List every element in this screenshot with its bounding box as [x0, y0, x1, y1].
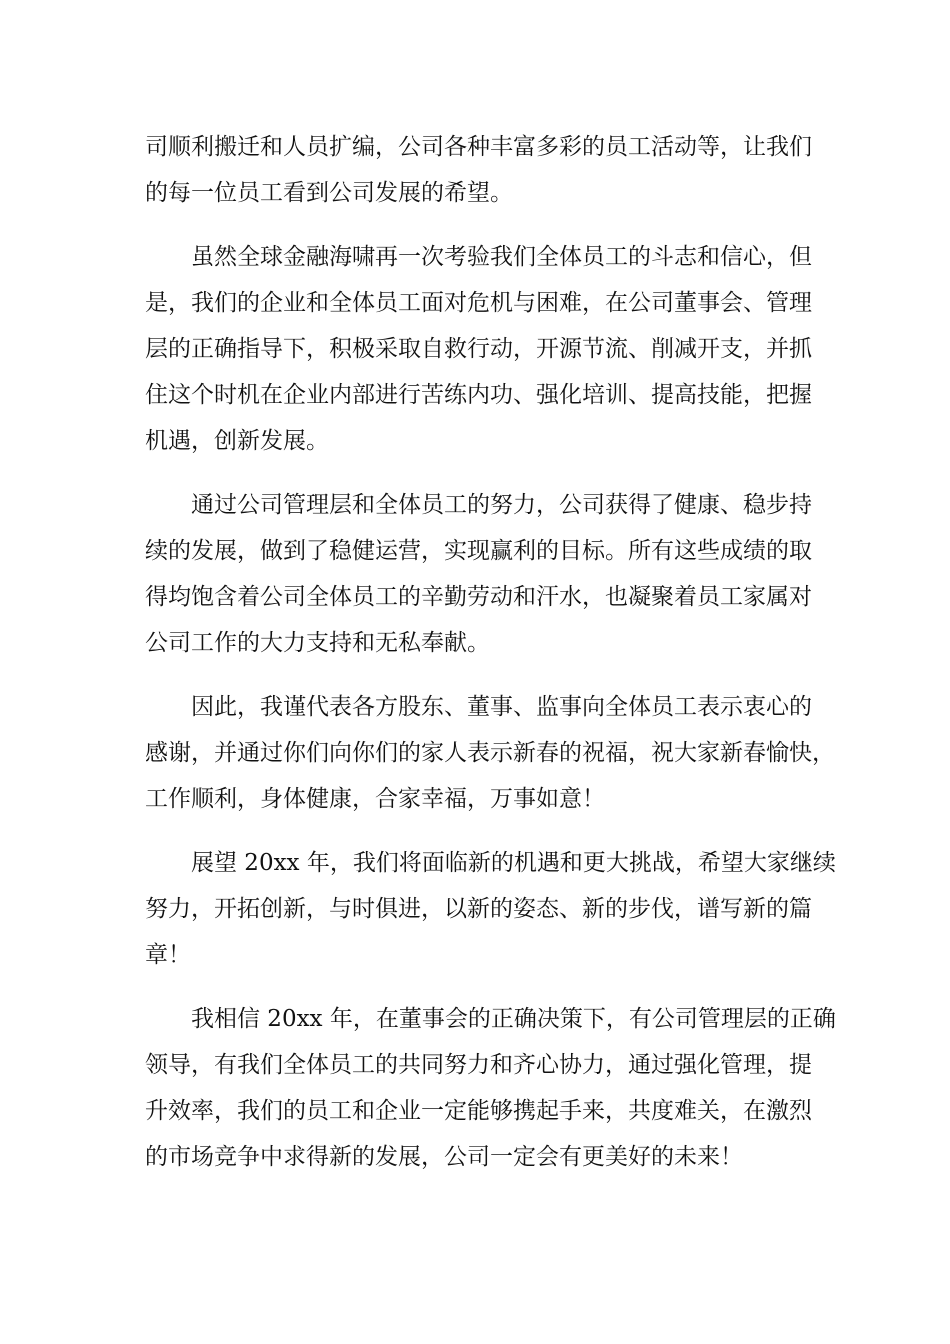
paragraph-line: 因此，我谨代表各方股东、董事、监事向全体员工表示衷心的: [191, 694, 812, 720]
paragraph-2: [145, 234, 812, 464]
paragraph-line: 的每一位员工看到公司发展的希望。: [145, 180, 513, 206]
document-body: [145, 124, 836, 1198]
paragraph-line: 工作顺利，身体健康，合家幸福，万事如意！: [145, 786, 605, 812]
paragraph-line: 章！: [145, 942, 191, 968]
paragraph-line: 司顺利搬迁和人员扩编，公司各种丰富多彩的员工活动等，让我们: [145, 134, 812, 160]
paragraph-line: 努力，开拓创新，与时俱进，以新的姿态、新的步伐，谱写新的篇: [145, 896, 812, 922]
paragraph-line: 续的发展，做到了稳健运营，实现赢利的目标。所有这些成绩的取: [145, 538, 812, 564]
paragraph-4: [145, 684, 835, 822]
paragraph-6: [145, 996, 836, 1180]
paragraph-line: 领导，有我们全体员工的共同努力和齐心协力，通过强化管理，提: [145, 1052, 812, 1078]
paragraph-5: [145, 840, 836, 978]
paragraph-line: 展望 20xx 年，我们将面临新的机遇和更大挑战，希望大家继续: [191, 850, 836, 876]
paragraph-line: 虽然全球金融海啸再一次考验我们全体员工的斗志和信心，但: [191, 244, 812, 270]
paragraph-line: 公司工作的大力支持和无私奉献。: [145, 630, 490, 656]
paragraph-line: 我相信 20xx 年，在董事会的正确决策下，有公司管理层的正确: [191, 1006, 836, 1032]
paragraph-line: 感谢，并通过你们向你们的家人表示新春的祝福，祝大家新春愉快，: [145, 740, 835, 766]
paragraph-line: 住这个时机在企业内部进行苦练内功、强化培训、提高技能，把握: [145, 382, 812, 408]
paragraph-line: 机遇，创新发展。: [145, 428, 329, 454]
paragraph-line: 升效率，我们的员工和企业一定能够携起手来，共度难关，在激烈: [145, 1098, 812, 1124]
paragraph-line: 得均饱含着公司全体员工的辛勤劳动和汗水，也凝聚着员工家属对: [145, 584, 812, 610]
paragraph-3: [145, 482, 812, 666]
paragraph-1: [145, 124, 812, 216]
paragraph-line: 的市场竞争中求得新的发展，公司一定会有更美好的未来！: [145, 1144, 743, 1170]
paragraph-line: 是，我们的企业和全体员工面对危机与困难，在公司董事会、管理: [145, 290, 812, 316]
paragraph-line: 层的正确指导下，积极采取自救行动，开源节流、削减开支，并抓: [145, 336, 812, 362]
paragraph-line: 通过公司管理层和全体员工的努力，公司获得了健康、稳步持: [191, 492, 812, 518]
